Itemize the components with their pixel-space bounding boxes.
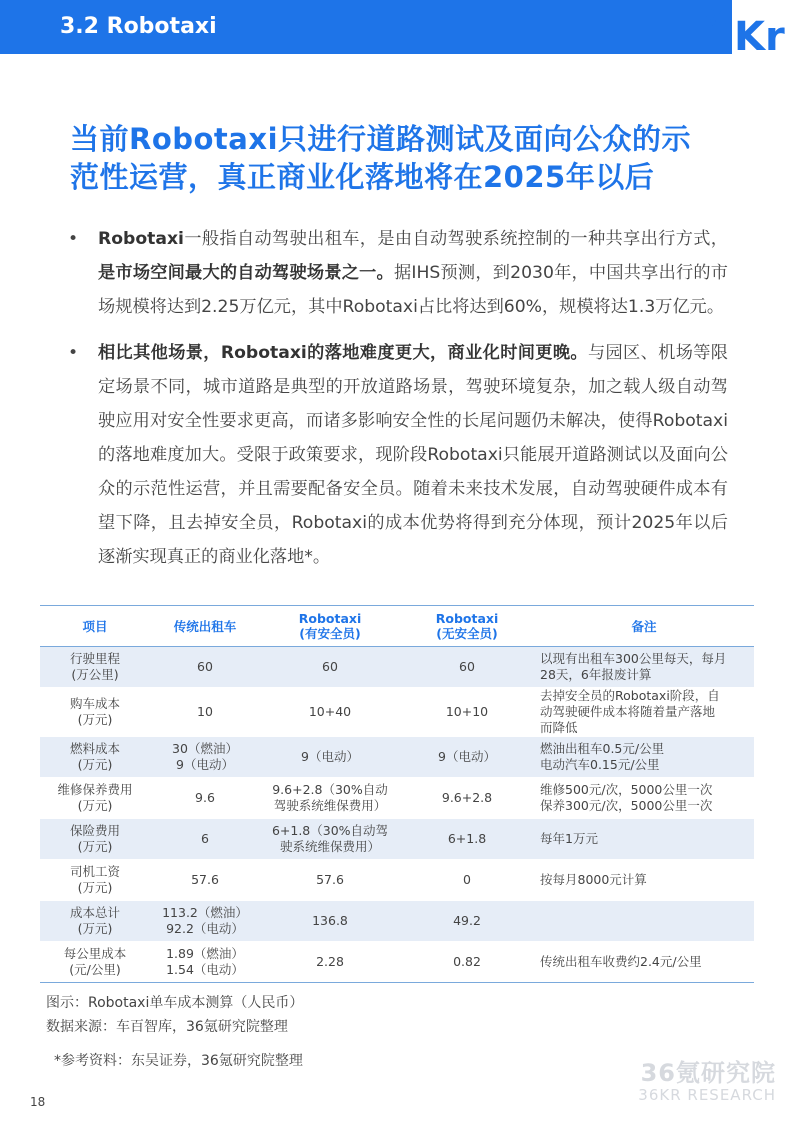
svg-text:Kr: Kr: [734, 14, 785, 52]
bullet-text: 一般指自动驾驶出租车，是由自动驾驶系统控制的一种共享出行方式，: [183, 229, 728, 249]
cell-note: 燃油出租车0.5元/公里 电动汽车0.15元/公里: [534, 737, 754, 778]
table-row: [40, 688, 754, 737]
cell-note: 维修500元/次，5000公里一次 保养300元/次，5000公里一次: [534, 778, 754, 819]
cell-item: 维修保养费用 (万元): [40, 778, 150, 819]
cell-robotaxi-with-safety: 60: [260, 647, 400, 688]
bullet-text: 与园区、机场等限定场景不同，城市道路是典型的开放道路场景，驾驶环境复杂，加之载人级自动驾驶应用对安全性要求更高，而诸多影响安全性的长尾问题仍未解决，使得Robotaxi的落地难度加大。受限于政策要求，现阶段Robotaxi只能展开道路测试以及面向公众的示范性运营，并且需要配备安全员。随着未来技术发展，自动驾驶硬件成本有望下降，且去掉安全员，Robotaxi的成本优势将得到充分体现，预计2025年以后逐渐实现真正的商业化落地*。: [98, 343, 728, 567]
cell-robotaxi-without-safety: 9（电动）: [400, 737, 534, 778]
section-label: 3.2 Robotaxi: [60, 14, 217, 39]
cell-traditional-taxi: 9.6: [150, 778, 260, 819]
reference-caption: *参考资料：东吴证券，36氪研究院整理: [54, 1053, 303, 1069]
cell-robotaxi-with-safety: 9（电动）: [260, 737, 400, 778]
watermark: [638, 1060, 776, 1104]
table-body: [40, 647, 754, 983]
table-row: [40, 778, 754, 819]
bullet-item-robotaxi-definition: [68, 222, 728, 324]
cell-note: 每年1万元: [534, 819, 754, 860]
cell-traditional-taxi: 6: [150, 819, 260, 860]
table-row: [40, 942, 754, 983]
36kr-logo: [698, 4, 794, 52]
cell-traditional-taxi: 1.89（燃油） 1.54（电动）: [150, 942, 260, 983]
cell-traditional-taxi: 113.2（燃油） 92.2（电动）: [150, 901, 260, 942]
header-bar: [0, 0, 732, 54]
header-robotaxi-with-safety: Robotaxi (有安全员): [260, 606, 400, 647]
headline-line-2: 范性运营，真正商业化落地将在2025年以后: [70, 160, 655, 194]
table-row: [40, 737, 754, 778]
header-traditional-taxi: 传统出租车: [150, 606, 260, 647]
table-row: [40, 901, 754, 942]
cell-robotaxi-with-safety: 9.6+2.8（30%自动 驾驶系统维保费用）: [260, 778, 400, 819]
cell-note: 以现有出租车300公里每天，每月 28天，6年报废计算: [534, 647, 754, 688]
headline-line-1: 当前Robotaxi只进行道路测试及面向公众的示: [70, 122, 692, 156]
cell-item: 成本总计 (万元): [40, 901, 150, 942]
cell-robotaxi-with-safety: 6+1.8（30%自动驾 驶系统维保费用）: [260, 819, 400, 860]
cell-robotaxi-without-safety: 49.2: [400, 901, 534, 942]
cell-traditional-taxi: 57.6: [150, 860, 260, 901]
cell-robotaxi-with-safety: 57.6: [260, 860, 400, 901]
header-robotaxi-without-safety: Robotaxi (无安全员): [400, 606, 534, 647]
bullet-text: 据IHS预测，到2030年，中国共享出行的市场规模将达到2.25万亿元，其中Robotaxi占比将达到60%，规模将达1.3万亿元。: [98, 263, 728, 317]
watermark-cn: 36氪研究院: [640, 1059, 776, 1087]
watermark-en: 36KR RESEARCH: [638, 1086, 776, 1104]
bullet-bold-text: Robotaxi: [98, 229, 184, 249]
page-number: 18: [30, 1095, 46, 1109]
bullet-dot-icon: •: [68, 343, 79, 363]
cell-robotaxi-without-safety: 0: [400, 860, 534, 901]
cell-note: 按每月8000元计算: [534, 860, 754, 901]
bullet-list: [68, 222, 728, 586]
table-row: [40, 819, 754, 860]
cell-robotaxi-with-safety: 10+40: [260, 688, 400, 737]
table-header-row: [40, 606, 754, 647]
cell-item: 保险费用 (万元): [40, 819, 150, 860]
table-row: [40, 860, 754, 901]
cell-item: 每公里成本 (元/公里): [40, 942, 150, 983]
svg-text:36: 36: [702, 7, 733, 32]
cost-table: [40, 605, 754, 983]
bullet-bold-text: 相比其他场景，Robotaxi的落地难度更大，商业化时间更晚。: [98, 343, 588, 363]
bullet-item-landing-difficulty: [68, 336, 728, 574]
cell-robotaxi-without-safety: 9.6+2.8: [400, 778, 534, 819]
cell-note: 去掉安全员的Robotaxi阶段，自 动驾驶硬件成本将随着量产落地 而降低: [534, 688, 754, 737]
bullet-bold-text: 是市场空间最大的自动驾驶场景之一。: [98, 263, 394, 283]
table-row: [40, 647, 754, 688]
cell-item: 购车成本 (万元): [40, 688, 150, 737]
cell-robotaxi-with-safety: 2.28: [260, 942, 400, 983]
page-headline: [70, 120, 750, 196]
cell-traditional-taxi: 10: [150, 688, 260, 737]
cell-item: 燃料成本 (万元): [40, 737, 150, 778]
cell-robotaxi-with-safety: 136.8: [260, 901, 400, 942]
cell-robotaxi-without-safety: 60: [400, 647, 534, 688]
cell-note: [534, 901, 754, 942]
cell-robotaxi-without-safety: 6+1.8: [400, 819, 534, 860]
bullet-dot-icon: •: [68, 229, 79, 249]
header-item: 项目: [40, 606, 150, 647]
figure-caption: 图示：Robotaxi单车成本测算（人民币）: [46, 995, 304, 1011]
source-caption: 数据来源：车百智库，36氪研究院整理: [46, 1019, 288, 1035]
cell-item: 司机工资 (万元): [40, 860, 150, 901]
header-note: 备注: [534, 606, 754, 647]
cell-item: 行驶里程 (万公里): [40, 647, 150, 688]
cell-traditional-taxi: 30（燃油） 9（电动）: [150, 737, 260, 778]
cell-robotaxi-without-safety: 0.82: [400, 942, 534, 983]
cell-robotaxi-without-safety: 10+10: [400, 688, 534, 737]
cell-note: 传统出租车收费约2.4元/公里: [534, 942, 754, 983]
cell-traditional-taxi: 60: [150, 647, 260, 688]
